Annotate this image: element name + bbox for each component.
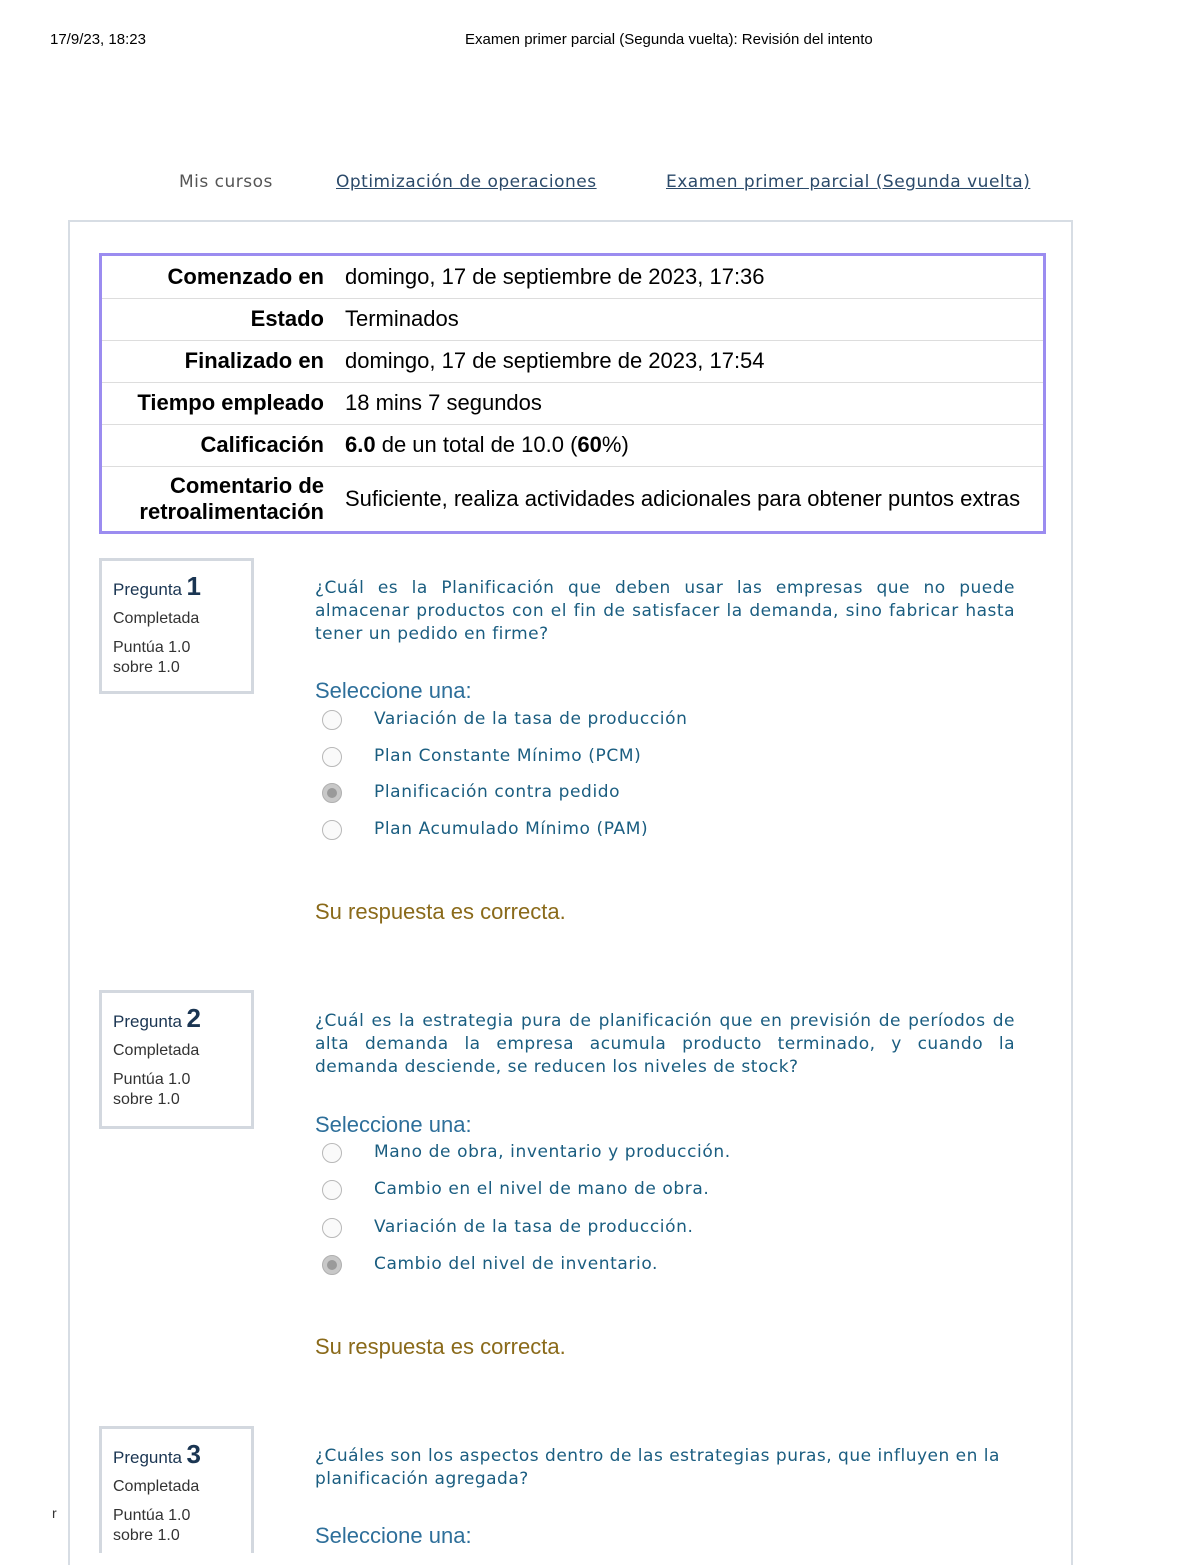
grade-line2: sobre 1.0 (113, 659, 180, 676)
radio-button[interactable] (322, 1218, 342, 1238)
feedback-label (102, 466, 336, 531)
feedback-value: Suficiente, realiza actividades adicionales para obtener puntos extras (336, 466, 1043, 531)
summary-row-feedback (102, 466, 1043, 531)
option-label: Planificación contra pedido (374, 782, 621, 802)
question-number: 2 (186, 1003, 201, 1033)
state-label: Estado (102, 298, 336, 340)
grade-line1: Puntúa 1.0 (113, 1071, 191, 1088)
grade-line2: sobre 1.0 (113, 1091, 180, 1108)
option-label: Variación de la tasa de producción (374, 709, 688, 729)
radio-button[interactable] (322, 747, 342, 767)
question-3-info (99, 1426, 254, 1553)
option-label: Variación de la tasa de producción. (374, 1217, 694, 1237)
question-number: 1 (186, 571, 201, 601)
question-label: Pregunta (113, 1012, 182, 1031)
option-label: Cambio del nivel de inventario. (374, 1254, 659, 1274)
radio-button-selected[interactable] (322, 1255, 342, 1275)
option-label: Plan Constante Mínimo (PCM) (374, 746, 642, 766)
radio-button[interactable] (322, 710, 342, 730)
summary-row-started (102, 256, 1043, 298)
question-1-feedback: Su respuesta es correcta. (315, 899, 566, 924)
question-state: Completada (113, 610, 200, 627)
question-1-prompt: Seleccione una: (315, 678, 472, 703)
finished-value: domingo, 17 de septiembre de 2023, 17:54 (336, 340, 1043, 382)
breadcrumb-course-link[interactable]: Optimización de operaciones (336, 172, 597, 192)
question-grade (113, 638, 241, 678)
grade-value (336, 424, 1043, 466)
print-date: 17/9/23, 18:23 (50, 31, 146, 48)
summary-row-state (102, 298, 1043, 340)
question-label: Pregunta (113, 1448, 182, 1467)
question-label: Pregunta (113, 580, 182, 599)
option-label: Plan Acumulado Mínimo (PAM) (374, 819, 649, 839)
option-label: Mano de obra, inventario y producción. (374, 1142, 731, 1162)
radio-button[interactable] (322, 1143, 342, 1163)
question-1-text: ¿Cuál es la Planificación que deben usar las empresas que no puede almacenar productos con el fin de satisfacer la demanda, sino fabricar hasta tener un pedido en firme? (315, 578, 1015, 644)
feedback-label-line2: retroalimentación (139, 498, 324, 524)
print-title: Examen primer parcial (Segunda vuelta): Revisión del intento (465, 31, 873, 48)
summary-row-time (102, 382, 1043, 424)
question-state: Completada (113, 1042, 200, 1059)
summary-row-grade (102, 424, 1043, 466)
question-state: Completada (113, 1478, 200, 1495)
question-grade (113, 1506, 241, 1546)
feedback-label-line1: Comentario de (169, 472, 324, 498)
question-3-text: ¿Cuáles son los aspectos dentro de las estrategias puras, que influyen en la planificación agregada? (315, 1446, 1000, 1489)
option-label: Cambio en el nivel de mano de obra. (374, 1179, 710, 1199)
grade-line1: Puntúa 1.0 (113, 1507, 191, 1524)
question-2-text: ¿Cuál es la estrategia pura de planificación que en previsión de períodos de alta demanda la empresa acumula producto terminado, y cuando la demanda desciende, se reducen los niveles de stock? (315, 1011, 1015, 1077)
radio-button[interactable] (322, 820, 342, 840)
breadcrumb-my-courses[interactable]: Mis cursos (179, 172, 273, 192)
attempt-summary-table (99, 253, 1046, 534)
started-value: domingo, 17 de septiembre de 2023, 17:36 (345, 263, 765, 289)
radio-button-selected[interactable] (322, 783, 342, 803)
grade-line1: Puntúa 1.0 (113, 639, 191, 656)
question-1-info (99, 558, 254, 694)
question-3-prompt: Seleccione una: (315, 1523, 472, 1548)
grade-label: Calificación (102, 424, 336, 466)
time-label: Tiempo empleado (102, 382, 336, 424)
state-value: Terminados (336, 298, 1043, 340)
grade-end: %) (601, 432, 629, 457)
finished-label: Finalizado en (102, 340, 336, 382)
stray-mark: r (52, 1505, 57, 1521)
grade-mid: de un total de 10.0 ( (375, 432, 578, 457)
breadcrumb-quiz-link[interactable]: Examen primer parcial (Segunda vuelta) (666, 172, 1031, 192)
question-2-prompt: Seleccione una: (315, 1112, 472, 1137)
question-2-feedback: Su respuesta es correcta. (315, 1334, 566, 1359)
summary-row-finished (102, 340, 1043, 382)
started-label: Comenzado en (167, 263, 324, 289)
grade-score: 6.0 (345, 432, 376, 457)
radio-button[interactable] (322, 1180, 342, 1200)
question-grade (113, 1070, 241, 1110)
time-value: 18 mins 7 segundos (336, 382, 1043, 424)
grade-line2: sobre 1.0 (113, 1527, 180, 1544)
grade-percent: 60 (577, 432, 602, 457)
question-2-info (99, 990, 254, 1129)
question-number: 3 (186, 1439, 201, 1469)
